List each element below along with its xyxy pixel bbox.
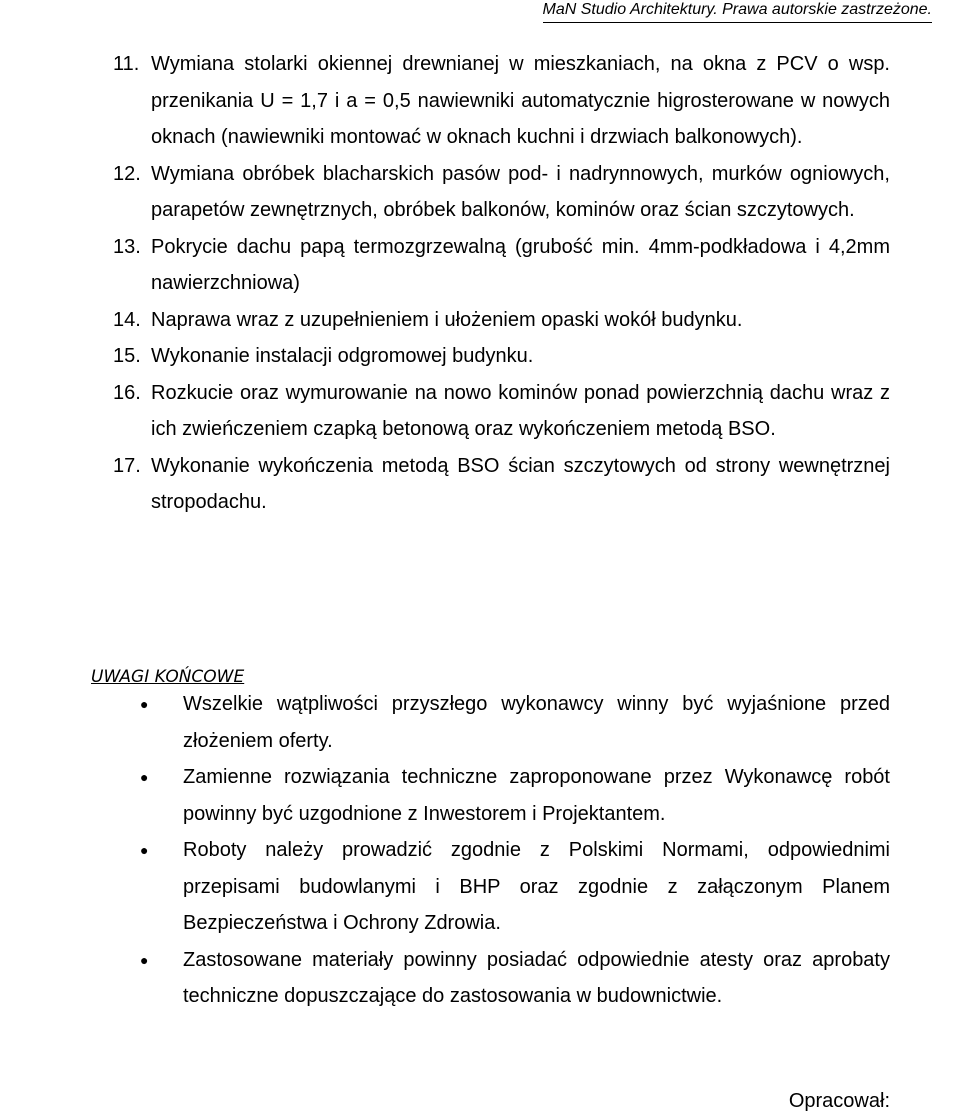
bullet-icon: ●: [140, 769, 149, 785]
list-item: [113, 375, 890, 448]
item-number: 12.: [113, 162, 141, 185]
bullet-icon: ●: [140, 696, 149, 712]
prepared-by-label: Opracował:: [788, 1090, 890, 1112]
item-text: Wymiana stolarki okiennej drewnianej w mieszkaniach, na okna z PCV o wsp. przenikania U = 1,7 i a = 0,5 nawiewniki automatycznie higrosterowane w nowych oknach (nawiewniki montować w oknach kuchni i drzwiach balkonowych).: [151, 53, 890, 148]
bullet-list: [140, 686, 890, 1015]
item-number: 13.: [113, 235, 141, 258]
list-item: [140, 832, 890, 942]
item-number: 11.: [113, 53, 140, 75]
item-text: Pokrycie dachu papą termozgrzewalną (grubość min. 4mm-podkładowa i 4,2mm nawierzchniowa): [151, 235, 890, 294]
list-item: [113, 156, 890, 229]
list-item: [113, 229, 890, 302]
bullet-text: Wszelkie wątpliwości przyszłego wykonawcy winny być wyjaśnione przed złożeniem oferty.: [183, 693, 890, 752]
bullet-text: Zamienne rozwiązania techniczne zaproponowane przez Wykonawcę robót powinny być uzgodnione z Inwestorem i Projektantem.: [183, 766, 890, 825]
list-item: [140, 759, 890, 832]
item-text: Wykonanie instalacji odgromowej budynku.: [151, 345, 534, 367]
list-item: [113, 46, 890, 156]
item-text: Wymiana obróbek blacharskich pasów pod- i nadrynnowych, murków ogniowych, parapetów zewnętrznych, obróbek balkonów, kominów oraz ścian szczytowych.: [151, 162, 890, 221]
item-number: 16.: [113, 381, 141, 404]
list-item: [140, 686, 890, 759]
bullet-text: Zastosowane materiały powinny posiadać odpowiednie atesty oraz aprobaty techniczne dopuszczające do zastosowania w budownictwie.: [183, 948, 890, 1007]
item-text: Naprawa wraz z uzupełnieniem i ułożeniem opaski wokół budynku.: [151, 308, 743, 331]
bullet-icon: ●: [140, 951, 149, 968]
section-title-final-remarks: UWAGI KOŃCOWE: [91, 667, 245, 687]
item-text: Wykonanie wykończenia metodą BSO ścian szczytowych od strony wewnętrznej stropodachu.: [151, 454, 890, 513]
list-item: [140, 942, 890, 1015]
bullet-icon: ●: [140, 842, 149, 858]
list-item: [113, 448, 890, 521]
item-text: Rozkucie oraz wymurowanie na nowo kominów ponad powierzchnią dachu wraz z ich zwieńczeniem czapką betonową oraz wykończeniem metodą BSO.: [151, 381, 890, 440]
page-header-copyright: MaN Studio Architektury. Prawa autorskie zastrzeżone.: [543, 0, 933, 23]
list-item: [113, 338, 890, 375]
item-number: 17.: [113, 454, 141, 477]
numbered-list: [113, 46, 890, 521]
item-number: 14.: [113, 308, 141, 331]
item-number: 15.: [113, 345, 141, 367]
bullet-text: Roboty należy prowadzić zgodnie z Polskimi Normami, odpowiednimi przepisami budowlanymi i BHP oraz zgodnie z załączonym Planem Bezpieczeństwa i Ochrony Zdrowia.: [183, 839, 890, 934]
list-item: [113, 302, 890, 339]
